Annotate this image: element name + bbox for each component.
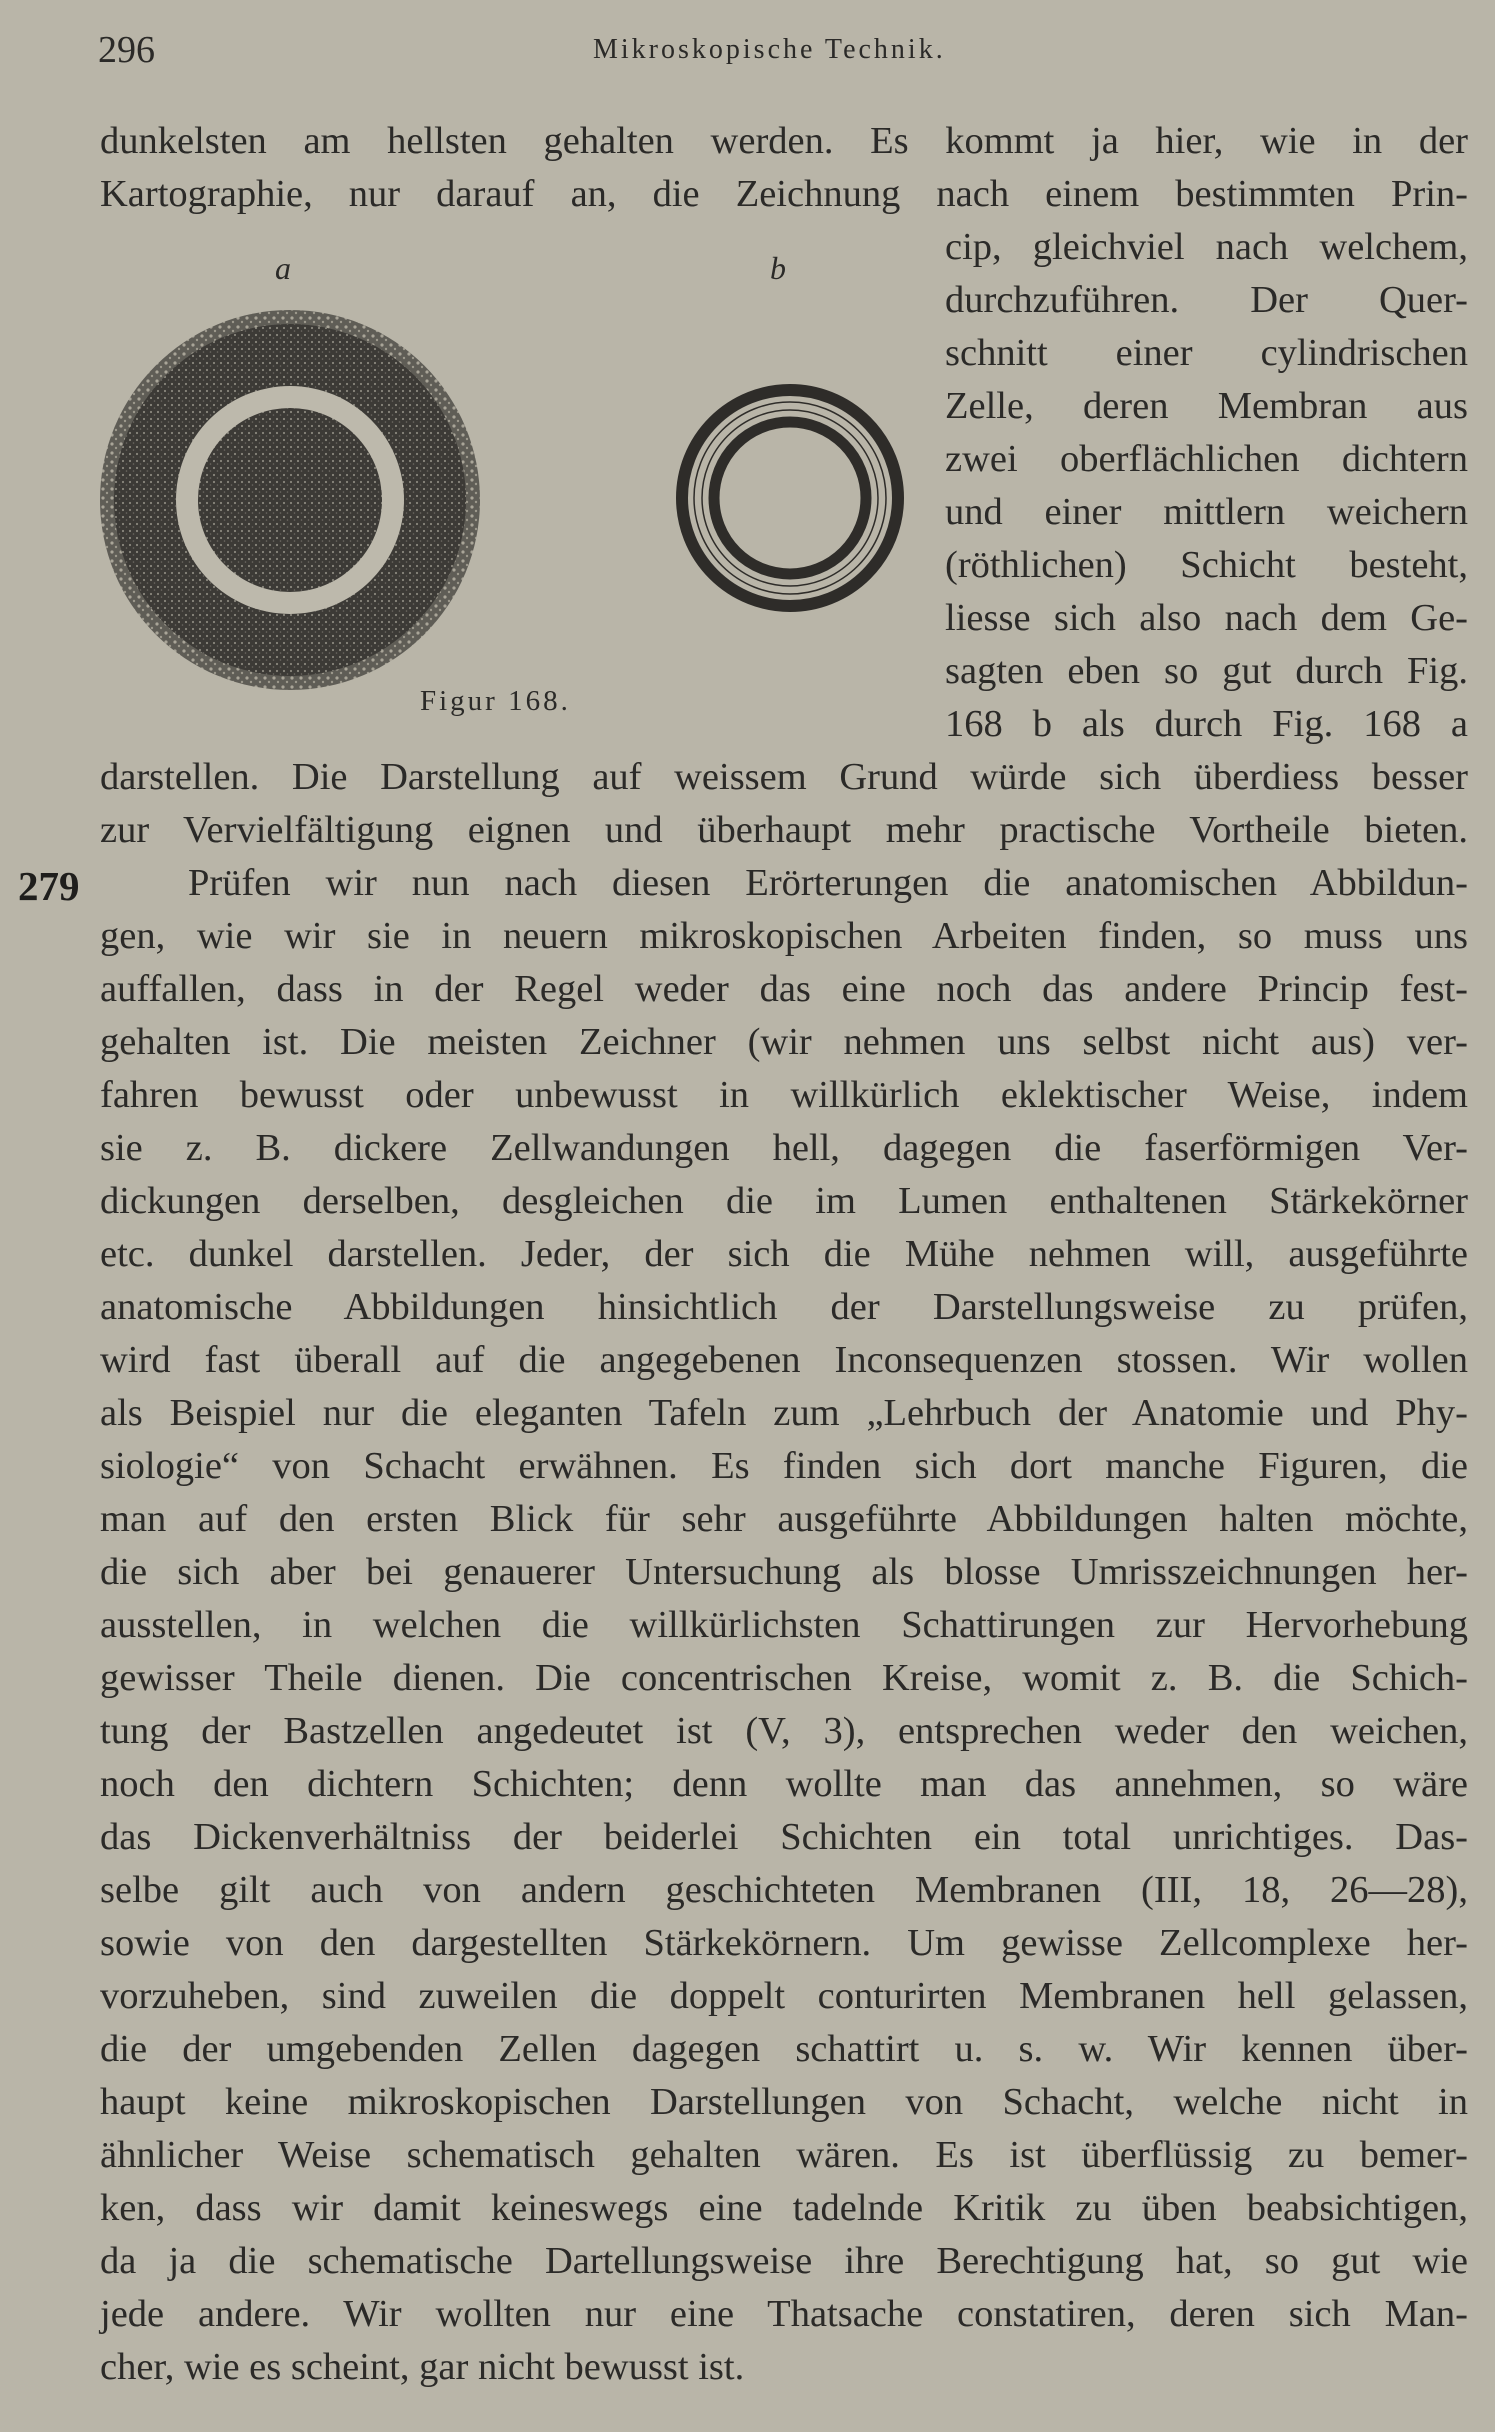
text-line: wird fast überall auf die angegebenen Inconsequenzen stossen. Wir wollen: [100, 1339, 1468, 1381]
figure-b-concentric-rings: [682, 390, 898, 606]
text-line: die der umgebenden Zellen dagegen schattirt u. s. w. Wir kennen über-: [100, 2028, 1468, 2070]
figure-illustration: [100, 270, 930, 690]
text-line: ähnlicher Weise schematisch gehalten wären. Es ist überflüssig zu bemer-: [100, 2134, 1468, 2176]
text-line: (röthlichen) Schicht besteht,: [945, 544, 1468, 586]
text-line: auffallen, dass in der Regel weder das eine noch das andere Princip fest-: [100, 968, 1468, 1010]
text-line: zwei oberflächlichen dichtern: [945, 438, 1468, 480]
text-line: siologie“ von Schacht erwähnen. Es finden sich dort manche Figuren, die: [100, 1445, 1468, 1487]
text-line: dunkelsten am hellsten gehalten werden. Es kommt ja hier, wie in der: [100, 120, 1468, 162]
text-line: ausstellen, in welchen die willkürlichsten Schattirungen zur Hervorhebung: [100, 1604, 1468, 1646]
text-line: und einer mittlern weichern: [945, 491, 1468, 533]
text-line: gewisser Theile dienen. Die concentrischen Kreise, womit z. B. die Schich-: [100, 1657, 1468, 1699]
margin-section-number: 279: [18, 863, 80, 909]
text-line: jede andere. Wir wollten nur eine Thatsache constatiren, deren sich Man-: [100, 2293, 1468, 2335]
text-line: gen, wie wir sie in neuern mikroskopischen Arbeiten finden, so muss uns: [100, 915, 1468, 957]
text-line: da ja die schematische Dartellungsweise ihre Berechtigung hat, so gut wie: [100, 2240, 1468, 2282]
page-header: [98, 28, 1388, 76]
text-line: sie z. B. dickere Zellwandungen hell, dagegen die faserförmigen Ver-: [100, 1127, 1468, 1169]
text-line: sagten eben so gut durch Fig.: [945, 650, 1468, 692]
text-line: anatomische Abbildungen hinsichtlich der Darstellungsweise zu prüfen,: [100, 1286, 1468, 1328]
text-line: selbe gilt auch von andern geschichteten Membranen (III, 18, 26—28),: [100, 1869, 1468, 1911]
text-line: als Beispiel nur die eleganten Tafeln zum „Lehrbuch der Anatomie und Phy-: [100, 1392, 1468, 1434]
text-line: liesse sich also nach dem Ge-: [945, 597, 1468, 639]
running-title: Mikroskopische Technik.: [593, 34, 946, 65]
text-line: durchzuführen. Der Quer-: [945, 279, 1468, 321]
text-line: die sich aber bei genauerer Untersuchung als blosse Umrisszeichnungen her-: [100, 1551, 1468, 1593]
figure-a-concentric-stippled: [100, 310, 480, 690]
text-line: haupt keine mikroskopischen Darstellungen von Schacht, welche nicht in: [100, 2081, 1468, 2123]
text-line: cher, wie es scheint, gar nicht bewusst ist.: [100, 2346, 745, 2388]
text-line: etc. dunkel darstellen. Jeder, der sich die Mühe nehmen will, ausgeführte: [100, 1233, 1468, 1275]
text-line: cip, gleichviel nach welchem,: [945, 226, 1468, 268]
text-line: darstellen. Die Darstellung auf weissem Grund würde sich überdiess besser: [100, 756, 1468, 798]
text-line: vorzuheben, sind zuweilen die doppelt conturirten Membranen hell gelassen,: [100, 1975, 1468, 2017]
figure-label-b: b: [770, 250, 786, 286]
figure-168: [100, 250, 930, 730]
text-line: noch den dichtern Schichten; denn wollte man das annehmen, so wäre: [100, 1763, 1468, 1805]
text-line: tung der Bastzellen angedeutet ist (V, 3), entsprechen weder den weichen,: [100, 1710, 1468, 1752]
text-line: Kartographie, nur darauf an, die Zeichnung nach einem bestimmten Prin-: [100, 173, 1468, 215]
text-line: 168 b als durch Fig. 168 a: [945, 703, 1468, 745]
paragraph-first-line: Prüfen wir nun nach diesen Erörterungen die anatomischen Abbildun-: [188, 862, 1468, 904]
text-line: gehalten ist. Die meisten Zeichner (wir nehmen uns selbst nicht aus) ver-: [100, 1021, 1468, 1063]
text-line: Zelle, deren Membran aus: [945, 385, 1468, 427]
text-line: sowie von den dargestellten Stärkekörnern. Um gewisse Zellcomplexe her-: [100, 1922, 1468, 1964]
text-line: dickungen derselben, desgleichen die im Lumen enthaltenen Stärkekörner: [100, 1180, 1468, 1222]
figure-caption: Figur 168.: [420, 685, 571, 717]
text-line: fahren bewusst oder unbewusst in willkürlich eklektischer Weise, indem: [100, 1074, 1468, 1116]
text-line: ken, dass wir damit keineswegs eine tadelnde Kritik zu üben beabsichtigen,: [100, 2187, 1468, 2229]
text-line: man auf den ersten Blick für sehr ausgeführte Abbildungen halten möchte,: [100, 1498, 1468, 1540]
text-line: zur Vervielfältigung eignen und überhaupt mehr practische Vortheile bieten.: [100, 809, 1468, 851]
figure-label-a: a: [275, 250, 291, 286]
text-line: das Dickenverhältniss der beiderlei Schichten ein total unrichtiges. Das-: [100, 1816, 1468, 1858]
page-number: 296: [98, 29, 155, 71]
text-line: schnitt einer cylindrischen: [945, 332, 1468, 374]
